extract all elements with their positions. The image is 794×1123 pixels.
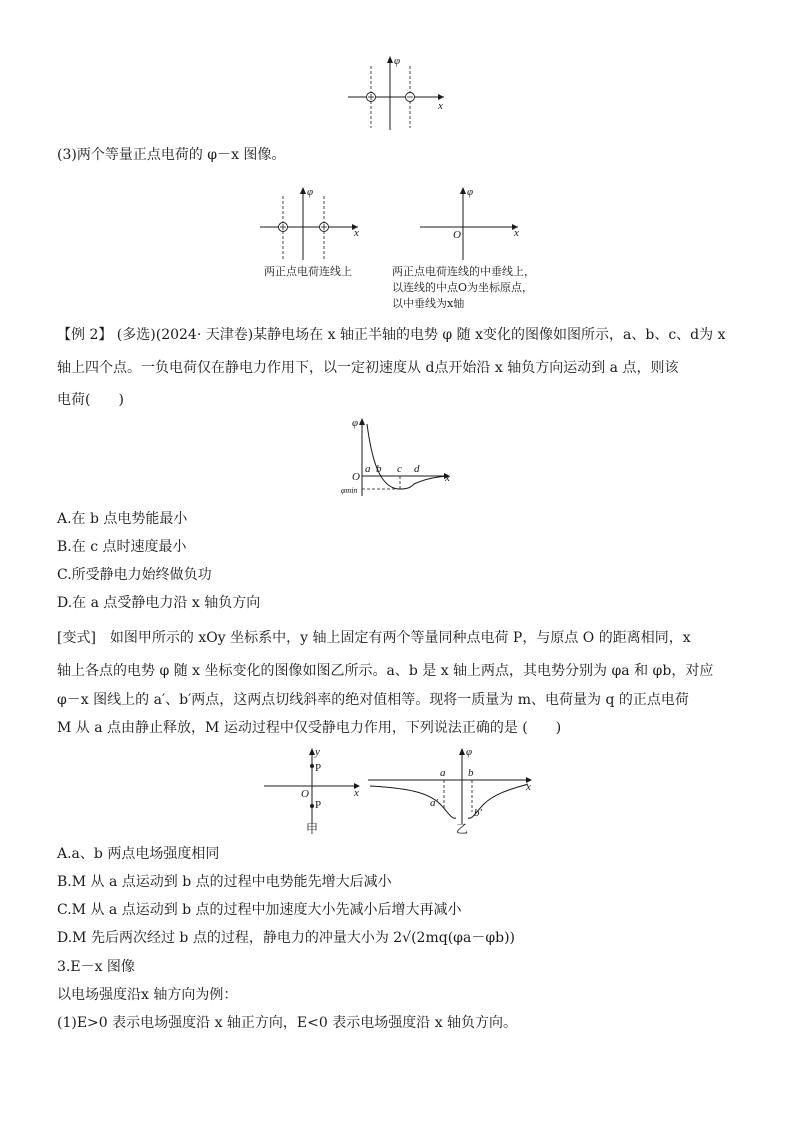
svg-text:a′: a′ (430, 797, 438, 809)
svg-text:φ: φ (352, 417, 359, 429)
svg-text:O: O (352, 471, 360, 483)
svg-text:b′: b′ (474, 807, 482, 819)
section3-item1: (1)E>0 表示电场强度沿 x 轴正方向，E<0 表示电场强度沿 x 轴负方向。 (57, 1015, 518, 1031)
x-axis-label: x (438, 100, 443, 112)
svg-text:x: x (445, 472, 450, 484)
variant-line4: M 从 a 点由静止释放，M 运动过程中仅受静电力作用，下列说法正确的是 ( ) (57, 720, 562, 736)
figure-pair-left (258, 184, 368, 264)
example2-option-d: D.在 a 点受静电力沿 x 轴负方向 (57, 595, 261, 611)
svg-text:d: d (414, 463, 420, 475)
svg-text:x: x (354, 227, 359, 239)
svg-text:b: b (376, 463, 382, 475)
svg-text:φ: φ (307, 186, 314, 198)
example2-line3: 电荷( ) (57, 392, 124, 408)
svg-text:P: P (315, 799, 322, 811)
svg-text:b: b (468, 767, 474, 779)
variant-line1: [变式] 如图甲所示的 xOy 坐标系中，y 轴上固定有两个等量同种点电荷 P，与原点 O 的距离相同，x (57, 630, 691, 646)
figure-pair-right (418, 184, 528, 264)
example2-option-c: C.所受静电力始终做负功 (57, 567, 212, 583)
section3-title: 3.E－x 图像 (57, 959, 135, 975)
svg-text:c: c (397, 463, 402, 475)
svg-text:P: P (315, 762, 322, 774)
svg-text:x: x (526, 781, 531, 793)
example2-figure (340, 414, 460, 500)
variant-option-b: B.M 从 a 点运动到 b 点的过程中电势能先增大后减小 (57, 874, 392, 890)
pair-right-caption-2: 以连线的中点O为坐标原点， (392, 281, 534, 294)
variant-option-a: A.a、b 两点电场强度相同 (57, 846, 220, 862)
svg-text:甲: 甲 (306, 822, 319, 836)
example2-line2: 轴上四个点。一负电荷仅在静电力作用下，以一定初速度从 d点开始沿 x 轴负方向运动到 a 点，则该 (57, 360, 679, 376)
figure-yi (366, 744, 536, 836)
svg-text:O: O (453, 229, 461, 241)
variant-line3: φ－x 图线上的 a′、b′两点，这两点切线斜率的绝对值相等。现将一质量为 m、电荷量为 q 的正点电荷 (57, 692, 689, 708)
svg-text:φ: φ (466, 746, 473, 758)
example2-line1: 【例 2】 (多选)(2024· 天津卷)某静电场在 x 轴正半轴的电势 φ 随 x变化的图像如图所示，a、b、c、d为 x (57, 327, 726, 343)
figure-two-charges-top (340, 52, 460, 136)
svg-text:乙: 乙 (456, 822, 469, 836)
figure-jia (262, 744, 372, 836)
svg-text:a: a (440, 767, 446, 779)
variant-option-d: D.M 先后两次经过 b 点的过程，静电力的冲量大小为 2√(2mq(φa－φb)) (57, 930, 516, 946)
pair-right-caption-3: 以中垂线为x轴 (392, 297, 465, 310)
item3-text: (3)两个等量正点电荷的 φ－x 图像。 (57, 147, 286, 163)
example2-option-b: B.在 c 点时速度最小 (57, 539, 187, 555)
svg-text:O: O (301, 788, 309, 800)
svg-text:x: x (354, 787, 359, 799)
svg-text:x: x (514, 227, 519, 239)
example2-option-a: A.在 b 点电势能最小 (57, 511, 188, 527)
svg-text:y: y (315, 746, 320, 758)
svg-text:φmin: φmin (341, 486, 358, 495)
svg-text:φ: φ (467, 186, 474, 198)
phi-axis-label: φ (394, 55, 401, 67)
svg-text:a: a (365, 463, 371, 475)
variant-line2: 轴上各点的电势 φ 随 x 坐标变化的图像如图乙所示。a、b 是 x 轴上两点，其电势分别为 φa 和 φb，对应 (57, 663, 714, 679)
variant-option-c: C.M 从 a 点运动到 b 点的过程中加速度大小先减小后增大再减小 (57, 902, 462, 918)
pair-right-caption-1: 两正点电荷连线的中垂线上， (392, 265, 535, 278)
pair-left-caption: 两正点电荷连线上 (264, 265, 352, 278)
section3-intro: 以电场强度沿x 轴方向为例： (57, 987, 238, 1003)
